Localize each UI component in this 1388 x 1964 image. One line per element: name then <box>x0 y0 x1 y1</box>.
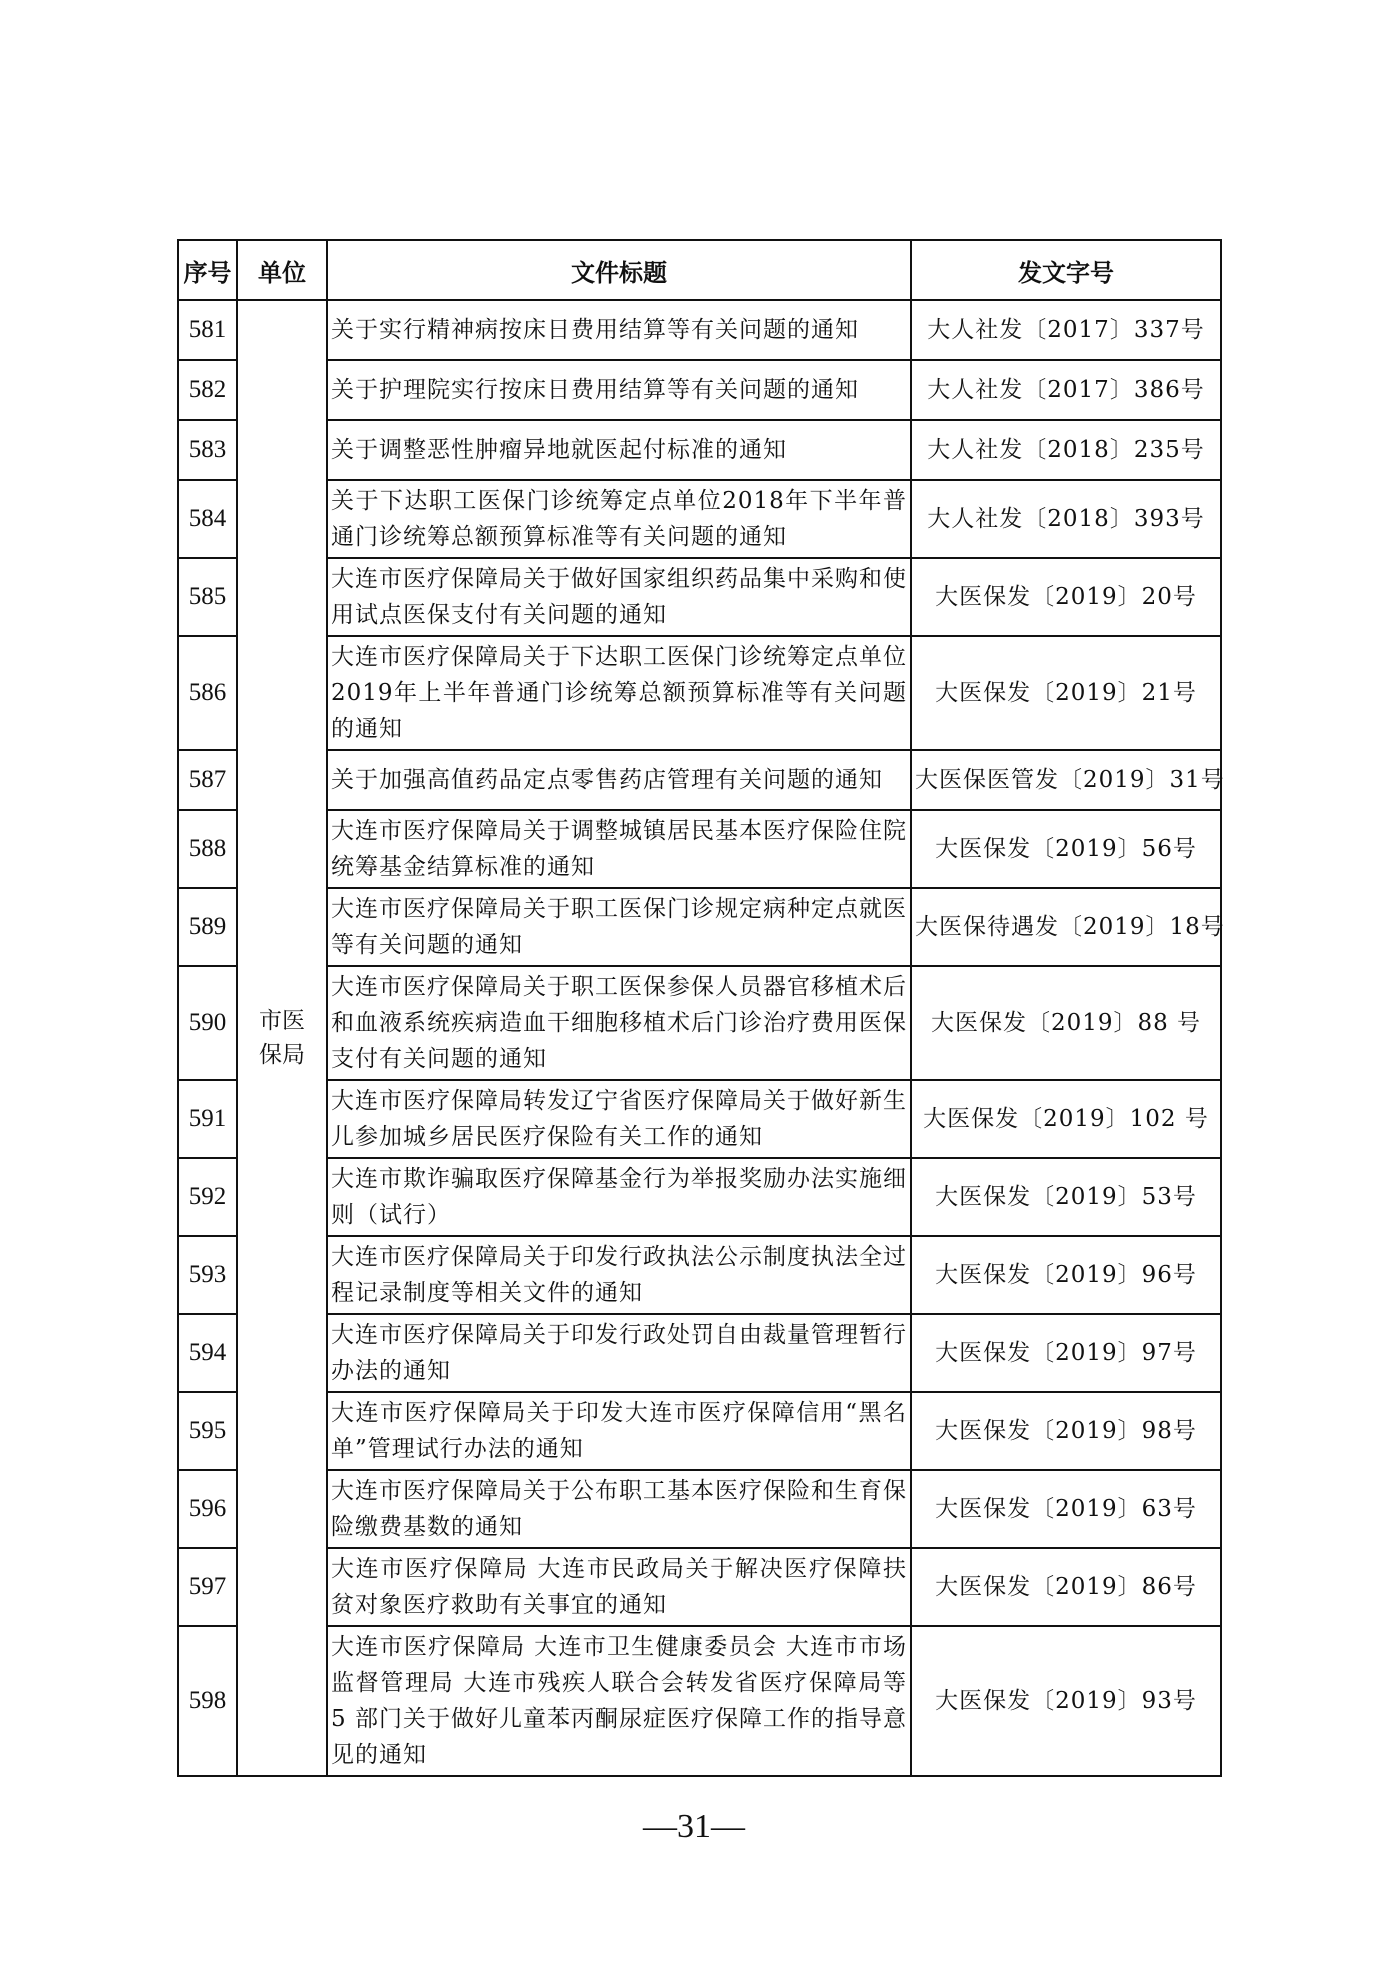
document-code: 大医保发〔2019〕93号 <box>911 1626 1221 1776</box>
row-number: 597 <box>178 1548 237 1626</box>
row-number: 581 <box>178 300 237 360</box>
row-number: 591 <box>178 1080 237 1158</box>
table-row <box>178 558 1221 636</box>
document-title: 大连市医疗保障局关于印发行政执法公示制度执法全过程记录制度等相关文件的通知 <box>327 1236 911 1314</box>
unit-line: 保局 <box>259 1042 305 1068</box>
row-number: 592 <box>178 1158 237 1236</box>
document-title: 关于加强高值药品定点零售药店管理有关问题的通知 <box>327 750 911 810</box>
document-title: 大连市欺诈骗取医疗保障基金行为举报奖励办法实施细则（试行） <box>327 1158 911 1236</box>
table-row <box>178 1470 1221 1548</box>
page-number: —31— <box>643 1808 745 1845</box>
document-code: 大医保发〔2019〕98号 <box>911 1392 1221 1470</box>
document-code: 大医保待遇发〔2019〕18号 <box>911 888 1221 966</box>
table-row <box>178 300 1221 360</box>
document-code: 大医保发〔2019〕63号 <box>911 1470 1221 1548</box>
table-row <box>178 1626 1221 1776</box>
row-number: 588 <box>178 810 237 888</box>
table-row <box>178 636 1221 750</box>
document-code: 大医保发〔2019〕56号 <box>911 810 1221 888</box>
document-code: 大人社发〔2017〕386号 <box>911 360 1221 420</box>
document-code: 大医保发〔2019〕86号 <box>911 1548 1221 1626</box>
row-number: 589 <box>178 888 237 966</box>
table-header-row <box>178 240 1221 300</box>
row-number: 583 <box>178 420 237 480</box>
table-row <box>178 480 1221 558</box>
document-code: 大医保发〔2019〕88 号 <box>911 966 1221 1080</box>
header-code: 发文字号 <box>911 240 1221 300</box>
document-code: 大医保发〔2019〕21号 <box>911 636 1221 750</box>
document-title: 大连市医疗保障局关于调整城镇居民基本医疗保险住院统筹基金结算标准的通知 <box>327 810 911 888</box>
document-title: 大连市医疗保障局关于公布职工基本医疗保险和生育保险缴费基数的通知 <box>327 1470 911 1548</box>
table-row <box>178 1080 1221 1158</box>
table-row <box>178 966 1221 1080</box>
document-title: 关于调整恶性肿瘤异地就医起付标准的通知 <box>327 420 911 480</box>
row-number: 582 <box>178 360 237 420</box>
document-title: 大连市医疗保障局 大连市民政局关于解决医疗保障扶贫对象医疗救助有关事宜的通知 <box>327 1548 911 1626</box>
row-number: 586 <box>178 636 237 750</box>
document-code: 大医保发〔2019〕20号 <box>911 558 1221 636</box>
table-row <box>178 1314 1221 1392</box>
header-number: 序号 <box>178 240 237 300</box>
document-title: 大连市医疗保障局 大连市卫生健康委员会 大连市市场监督管理局 大连市残疾人联合会转发省医疗保障局等 5 部门关于做好儿童苯丙酮尿症医疗保障工作的指导意见的通知 <box>327 1626 911 1776</box>
table-row <box>178 750 1221 810</box>
header-unit: 单位 <box>237 240 327 300</box>
row-number: 596 <box>178 1470 237 1548</box>
document-title: 大连市医疗保障局关于下达职工医保门诊统筹定点单位2019年上半年普通门诊统筹总额预算标准等有关问题的通知 <box>327 636 911 750</box>
document-code: 大人社发〔2017〕337号 <box>911 300 1221 360</box>
document-title: 大连市医疗保障局关于做好国家组织药品集中采购和使用试点医保支付有关问题的通知 <box>327 558 911 636</box>
table-row <box>178 360 1221 420</box>
document-code: 大医保发〔2019〕96号 <box>911 1236 1221 1314</box>
document-title: 大连市医疗保障局关于印发大连市医疗保障信用“黑名单”管理试行办法的通知 <box>327 1392 911 1470</box>
table-row <box>178 420 1221 480</box>
row-number: 593 <box>178 1236 237 1314</box>
table-row <box>178 1236 1221 1314</box>
unit-line: 市医 <box>259 1008 305 1034</box>
document-code: 大人社发〔2018〕393号 <box>911 480 1221 558</box>
document-title: 大连市医疗保障局关于职工医保门诊规定病种定点就医等有关问题的通知 <box>327 888 911 966</box>
document-code: 大医保医管发〔2019〕31号 <box>911 750 1221 810</box>
document-title: 关于实行精神病按床日费用结算等有关问题的通知 <box>327 300 911 360</box>
table-row <box>178 1158 1221 1236</box>
unit-cell <box>237 300 327 1776</box>
row-number: 584 <box>178 480 237 558</box>
header-title: 文件标题 <box>327 240 911 300</box>
document-title: 关于护理院实行按床日费用结算等有关问题的通知 <box>327 360 911 420</box>
document-code: 大医保发〔2019〕97号 <box>911 1314 1221 1392</box>
document-code: 大医保发〔2019〕53号 <box>911 1158 1221 1236</box>
document-code: 大医保发〔2019〕102 号 <box>911 1080 1221 1158</box>
table-row <box>178 810 1221 888</box>
row-number: 595 <box>178 1392 237 1470</box>
document-code: 大人社发〔2018〕235号 <box>911 420 1221 480</box>
document-title: 大连市医疗保障局转发辽宁省医疗保障局关于做好新生儿参加城乡居民医疗保险有关工作的通知 <box>327 1080 911 1158</box>
document-title: 关于下达职工医保门诊统筹定点单位2018年下半年普通门诊统筹总额预算标准等有关问题的通知 <box>327 480 911 558</box>
document-table <box>177 239 1225 1777</box>
row-number: 594 <box>178 1314 237 1392</box>
table-row <box>178 1548 1221 1626</box>
row-number: 590 <box>178 966 237 1080</box>
row-number: 585 <box>178 558 237 636</box>
table-row <box>178 888 1221 966</box>
row-number: 598 <box>178 1626 237 1776</box>
row-number: 587 <box>178 750 237 810</box>
document-title: 大连市医疗保障局关于职工医保参保人员器官移植术后和血液系统疾病造血干细胞移植术后门诊治疗费用医保支付有关问题的通知 <box>327 966 911 1080</box>
table-row <box>178 1392 1221 1470</box>
document-title: 大连市医疗保障局关于印发行政处罚自由裁量管理暂行办法的通知 <box>327 1314 911 1392</box>
